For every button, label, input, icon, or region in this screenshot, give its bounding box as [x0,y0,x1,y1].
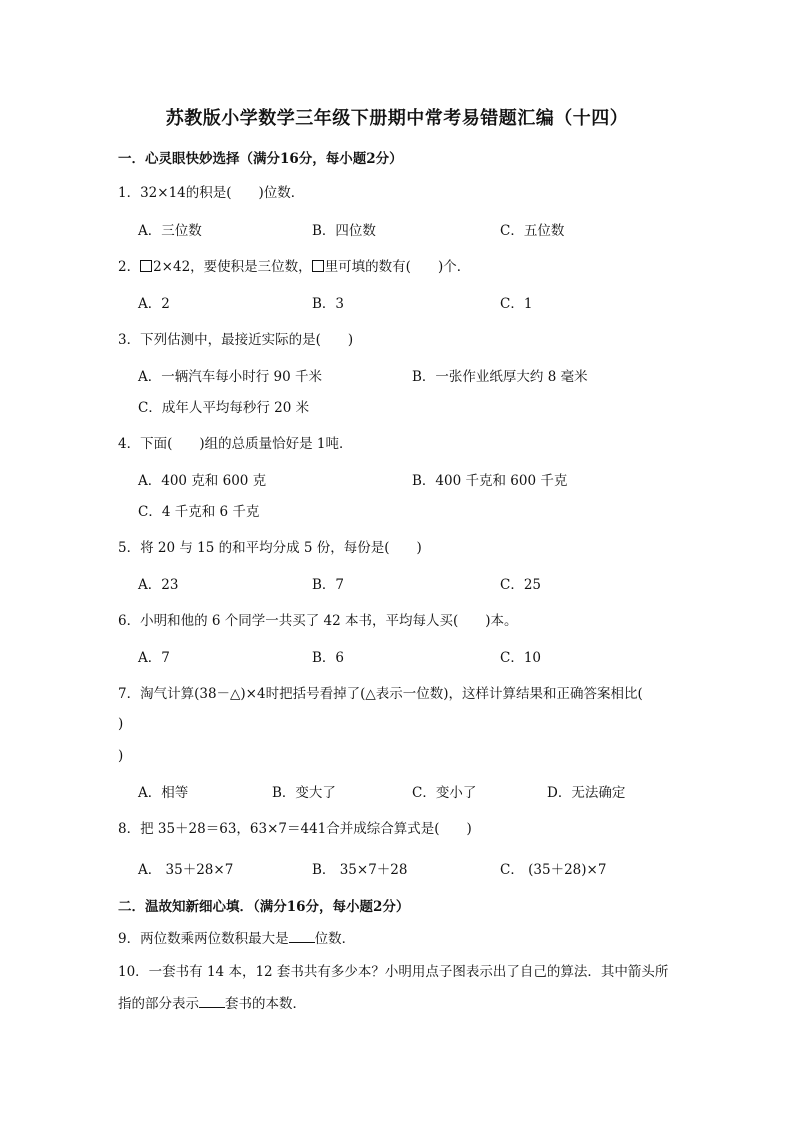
q9-text-pre: 9．两位数乘两位数积最大是 [118,931,289,947]
q5-option-c[interactable]: C．25 [500,577,542,593]
q2-option-a[interactable]: A．2 [138,296,170,312]
q9-answer-blank[interactable] [289,930,315,943]
question-4: 4．下面( )组的总质量恰好是 1吨． [118,436,353,452]
question-7-line3: ) [118,748,124,764]
q2-option-b[interactable]: B．3 [312,296,345,312]
question-5: 5．将 20 与 15 的和平均分成 5 份，每份是( ) [118,540,422,556]
q6-option-a[interactable]: A．7 [138,650,170,666]
q10-answer-blank[interactable] [199,995,225,1008]
question-6: 6．小明和他的 6 个同学一共买了 42 本书，平均每人买( )本。 [118,613,518,629]
q4-option-b[interactable]: B．400 千克和 600 千克 [412,473,568,489]
q6-option-c[interactable]: C．10 [500,650,542,666]
question-10: 10．一套书有 14 本，12 套书共有多少本？小明用点子图表示出了自己的算法．其中箭头所 [118,964,669,980]
q10-text-post: 套书的本数． [225,996,306,1012]
q2-option-c[interactable]: C．1 [500,296,533,312]
q5-option-b[interactable]: B．7 [312,577,345,593]
q1-option-a[interactable]: A．三位数 [138,223,202,239]
q1-option-b[interactable]: B．四位数 [312,223,376,239]
q7-option-d[interactable]: D．无法确定 [547,785,626,801]
q2-number: 2． [118,259,141,275]
question-9 [118,927,355,947]
q7-option-a[interactable]: A．相等 [138,785,189,801]
q3-option-c[interactable]: C．成年人平均每秒行 20 米 [138,400,310,416]
question-7-line2: ) [118,716,124,732]
q5-option-a[interactable]: A．23 [138,577,179,593]
question-7: 7．淘气计算(38－△)×4时把括号看掉了(△表示一位数)，这样计算结果和正确答案相比( [118,686,643,702]
q7-option-c[interactable]: C．变小了 [412,785,477,801]
q8-option-c[interactable]: C． (35＋28)×7 [500,862,607,878]
q4-option-c[interactable]: C．4 千克和 6 千克 [138,504,260,520]
blank-box-icon [140,260,152,272]
question-8: 8．把 35＋28＝63，63×7＝441合并成综合算式是( ) [118,821,472,837]
q7-option-b[interactable]: B．变大了 [272,785,336,801]
q4-option-a[interactable]: A．400 克和 600 克 [138,473,267,489]
q2-text-part2: 里可填的数有( )个． [324,259,471,275]
q3-option-b[interactable]: B．一张作业纸厚大约 8 毫米 [412,369,588,385]
q1-option-c[interactable]: C．五位数 [500,223,565,239]
q10-text-pre: 指的部分表示 [118,996,199,1012]
question-1: 1．32×14的积是( )位数． [118,185,305,201]
blank-box-icon [312,260,324,272]
q6-option-b[interactable]: B．6 [312,650,345,666]
section-heading-2: 二．温故知新细心填．（满分16分，每小题2分） [118,899,410,915]
question-10-line2 [118,992,306,1012]
question-2 [118,255,470,275]
section-heading-1: 一．心灵眼快妙选择（满分16分，每小题2分） [118,151,403,167]
q3-option-a[interactable]: A．一辆汽车每小时行 90 千米 [138,369,323,385]
question-3: 3．下列估测中，最接近实际的是( ) [118,332,354,348]
page-title: 苏教版小学数学三年级下册期中常考易错题汇编（十四） [165,108,629,129]
q8-option-b[interactable]: B． 35×7＋28 [312,862,408,878]
q9-text-post: 位数． [314,931,356,947]
q8-option-a[interactable]: A． 35＋28×7 [138,862,234,878]
q2-text-part1: 2×42，要使积是三位数， [153,259,312,275]
